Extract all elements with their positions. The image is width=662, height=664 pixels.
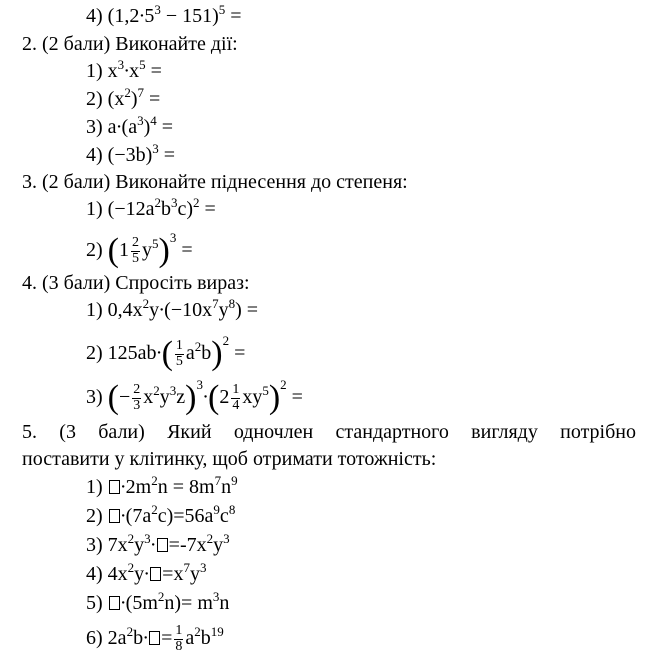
task2-item-1 [86,57,162,82]
item-label: 2) [86,341,103,364]
task5-item-5 [86,589,230,614]
task5-item-4 [86,560,207,585]
item-label: 1) [86,60,103,82]
task4-item-2 [86,332,246,372]
math-expression: $2a^2b\cdot$ = $\frac{1}{8}$ $a^2b^{19}$ [107,623,224,654]
math-expression: $(1,2\cdot 5^3 - 151)^5$ = [107,2,242,27]
item-label: 5) [86,592,103,614]
item-label: 1) [86,198,103,220]
item-label: 1) [86,476,103,498]
math-expression: $4x^2y\cdot =x^7y^3$ [107,560,207,585]
item-label: 2) [86,505,103,527]
task4-item-1 [86,296,259,321]
math-expression: $x^3\cdot x^5$ = [107,57,162,82]
task5-item-6 [86,624,224,654]
task5-heading-line-1: 5. (3 бали) Який одночлен стандартного вигляду потрібно [22,421,636,443]
item-label: 3) [86,385,103,408]
item-label: 3) [86,534,103,556]
task5-item-2 [86,502,236,527]
item-label: 3) [86,116,103,138]
math-expression: (1 $\frac{2}{5}$ $y^5)^3$ = [107,229,193,269]
item-label: 4) [86,5,103,27]
math-expression: $a\cdot(a^3)^4$ = [107,113,174,138]
item-label: 4) [86,563,103,585]
task5-item-1 [86,473,238,498]
math-expression: 125ab∙( $\frac{1}{5}$ $a^2b)^2$ = [107,332,246,372]
task2-item-4 [86,141,176,166]
task3-item-2 [86,229,193,269]
math-expression: $7x^2y^3\cdot =-7x^2y^3$ [107,531,230,556]
item-label: 4) [86,144,103,166]
math-expression: $(-12a^2b^3c)^2$ = [107,195,216,220]
math-expression: $\cdot(7a^2c)=56a^9c^8$ [108,505,236,527]
math-expression: $(x^2)^7$ = [107,85,161,110]
task3-item-1 [86,195,216,220]
task2-heading: 2. (2 бали) Виконайте дії: [22,33,238,55]
math-expression: $(-3b)^3$ = [107,141,176,166]
item-label: 1) [86,299,103,321]
item-label: 2) [86,238,103,261]
math-expression: $\cdot(5m^2n)= m^3n$ [108,592,230,614]
task4-item-3 [86,376,303,416]
math-expression: (− $\frac{2}{3}$ $x^2y^3z)^3\cdot(2$ $\frac{1}{4}$ $xy^5)^2$ = [107,376,303,416]
task2-item-3 [86,113,174,138]
task2-item-2 [86,85,161,110]
item-label: 2) [86,88,103,110]
task5-item-3 [86,531,230,556]
math-expression: $0,4x^2y\cdot(-10x^7y^8)$ = [107,296,259,321]
task5-heading-line-2: поставити у клітинку, щоб отримати тотожність: [22,448,437,470]
math-expression: $\cdot 2m^2n = 8m^7n^9$ [108,476,238,498]
item-label: 6) [86,626,103,649]
task4-heading: 4. (3 бали) Спросіть вираз: [22,272,250,294]
task3-heading: 3. (2 бали) Виконайте піднесення до степеня: [22,171,408,193]
task1-item-4 [86,2,242,27]
